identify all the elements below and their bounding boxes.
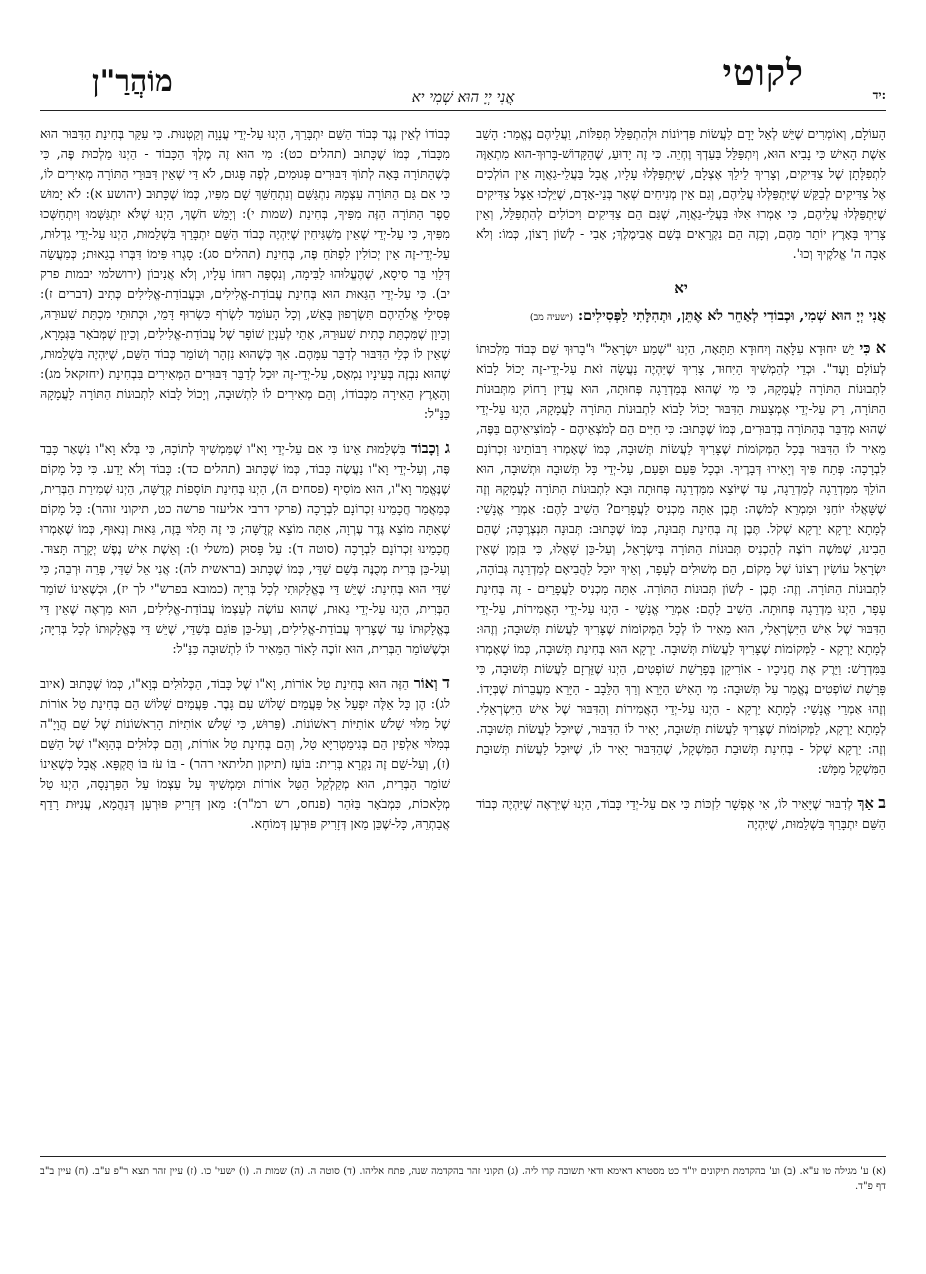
right-column	[476, 124, 886, 1274]
paragraph	[40, 438, 450, 659]
footnote-rule	[40, 1156, 886, 1157]
book-title-left: מוֹהֲרַ"ן	[92, 64, 173, 99]
page-number: יד:	[872, 88, 886, 102]
header-rule	[40, 110, 886, 111]
lead-word: כִּי	[859, 340, 871, 357]
paragraph-letter: א	[875, 338, 886, 357]
paragraph-text: בִּשְׁלֵמוּת אֵינוֹ כִּי אִם עַל-יְדֵי וָא"ו שֶׁמַּמְשִׁיךְ לְתוֹכָהּ, כִּי בְּלֹא וָא"ו נִשְׁאַר כָּבֵד פֶּה, וְעַל-יְדֵי וָא"ו נַעֲשֶׂה כָּבוֹד, כְּמוֹ שֶׁכָּתוּב (תהלים כד): כָּבוֹד וְלֹא יָדַע. כִּי כָּל מָקוֹם שֶׁנֶּאֱמַר וָא"ו, הוּא מוֹסִיף (פסחים ה), הַיְנוּ בְּחִינַת תּוֹסָפוֹת קְדֻשָּׁה, הַיְנוּ שְׁמִירַת הַבְּרִית, כְּמַאֲמַר חֲכָמֵינוּ זִכְרוֹנָם לִבְרָכָה (פרקי דרבי אליעזר פרשה כט, תיקוני זוהר): כָּל מָקוֹם שֶׁאַתָּה מוֹצֵא גֶּדֶר עֶרְוָה, אַתָּה מוֹצֵא קְדֻשָּׁה; כִּי זֶה תָּלוּי בָּזֶה, גַּאוּת וְנִאוּף, כְּמוֹ שֶׁאָמְרוּ חֲכָמֵינוּ זִכְרוֹנָם לִבְרָכָה (סוטה ד): עַל פָּסוּק (משלי ו): וְאֵשֶׁת אִישׁ נֶפֶשׁ יְקָרָה תָּצוּד. וְעַל-כֵּן בְּרִית מְכֻנֶּה בְּשֵׁם שַׁדַּי, כְּמוֹ שֶׁכָּתוּב (בראשית לה): אֲנִי אֵל שַׁדַּי, פְּרֵה וּרְבֵה; כִּי שַׁדַּי הוּא בְּחִינַת: שֶׁיֵּשׁ דַּי בֶּאֱלָקוּתִי לְכָל בְּרִיָּה (כמובא בפרש"י לך יז), וּכְשֶׁאֵינוֹ שׁוֹמֵר הַבְּרִית, הַיְנוּ עַל-יְדֵי גַאוּת, שֶׁהוּא עוֹשֶׂה לְעַצְמוֹ עֲבוֹדַת-אֱלִילִים, הוּא מַרְאֶה שֶׁאֵין דַּי בֶּאֱלָקוּתוֹ עַד שֶׁצָּרִיךְ עֲבוֹדַת-אֱלִילִים, וְעַל-כֵּן פּוֹגֵם בְּשַׁדַּי, שֶׁיֵּשׁ דַּי בֶּאֱלָקוּתוֹ לְכָל בְּרִיָּה; וּכְשֶׁשּׁוֹמֵר הַבְּרִית, הוּא זוֹכֶה לָאוֹר הַמֵּאִיר לוֹ לִתְשׁוּבָה כַּנַּ"ל:	[40, 441, 450, 656]
paragraph: כְּבוֹדוֹ לְאֵין נֶגֶד כְּבוֹד הַשֵּׁם יִתְבָּרַךְ, הַיְנוּ עַל-יְדֵי עֲנָוָה וְקַטְנוּת. כִּי עִקַּר בְּחִינַת הַדִּבּוּר הוּא מִכָּבוֹד, כְּמוֹ שֶׁכָּתוּב (תהלים כט): מִי הוּא זֶה מֶלֶךְ הַכָּבוֹד - הַיְנוּ מַלְכוּת פֶּה, כִּי כְּשֶׁהַתּוֹרָה בָּאָה לְתוֹךְ דִּבּוּרִים פְּגוּמִים, לְפֶה פָּגוּם, לֹא דַּי שֶׁאֵין דִּבּוּרֵי הַתּוֹרָה מְאִירִים לוֹ, כִּי אִם גַּם הַתּוֹרָה עַצְמָהּ נִתְגַּשֵּׁם וְנִתְחַשֵּׁךְ שָׁם מִפִּיו, כְּמוֹ שֶׁכָּתוּב (יהושע א): לֹא יָמוּשׁ סֵפֶר הַתּוֹרָה הַזֶּה מִפִּיךָ, בְּחִינַת (שמות י): וְיָמֵשׁ חֹשֶׁךְ, הַיְנוּ שֶׁלֹּא יִתְגַּשְּׁמוּ וְיִתְחַשְּׁכוּ מִפִּיךָ, כִּי עַל-יְדֵי שֶׁאֵין מַשְׁגִּיחִין שֶׁיִּהְיֶה כְּבוֹד הַשֵּׁם יִתְבָּרַךְ בִּשְׁלֵמוּת, הַיְנוּ עַל-יְדֵי גַדְלוּת, עַל-יְדֵי-זֶה אֵין יְכוֹלִין לִפְתֹּחַ פֶּה, בְּחִינַת (תהלים סג): סָגְרוּ פִּימוֹ דִּבְּרוּ בְגֵאוּת; כְּמַעֲשֵׂה דְּלֵוִי בַּר סִיסָא, שֶׁהֶעֱלוּהוּ לַבִּימָה, וְנִסְפָּה רוּחוֹ עָלָיו, וְלֹא אֲנִיבוֹן (ירושלמי יבמות פרק יב). כִּי עַל-יְדֵי הַגַּאוּת הוּא בְּחִינַת עֲבוֹדַת-אֱלִילִים, וּבַעֲבוֹדַת-אֱלִילִים כְּתִיב (דברים ז): פְּסִילֵי אֱלֹהֵיהֶם תִּשְׂרְפוּן בָּאֵשׁ, וְכָל הָעוֹמֵד לִשְׂרֹף כִּשְׂרוּף דָּמֵי, וּכְתוּתֵי מִכְתַּת שִׁעוּרֵהּ, וְכֵיוָן שֶׁמִּכְתַּת כְּתִית שִׁעוּרֵהּ, אָתֵי לְעִנְיַן שׁוֹפָר שֶׁל עֲבוֹדַת-אֱלִילִים, וְכֵיוָן שֶׁמְּבֹאָר בַּגְּמָרָא, שֶׁאֵין לוֹ כְּלֵי הַדִּבּוּר לְדַבֵּר עִמָּהֶם. אַךְ כְּשֶׁהוּא נִזְהָר וְשׁוֹמֵר כְּבוֹד הַשֵּׁם, שֶׁיִּהְיֶה בִּשְׁלֵמוּת, שֶׁהוּא נִבְזֶה בְּעֵינָיו נִמְאָס, עַל-יְדֵי-זֶה יוּכַל לְדַבֵּר דִּבּוּרִים הַמְּאִירִים בִּבְחִינַת (יחזקאל מג): וְהָאָרֶץ הֵאִירָה מִכְּבוֹדוֹ, וְהֵם מְאִירִים לוֹ לִתְשׁוּבָה, וְיָכוֹל לָבוֹא לִתְבוּנוֹת הַתּוֹרָה לָעֲמָקָהּ כַּנַּ"ל:	[40, 126, 450, 421]
lead-word: וְאוֹר	[413, 675, 438, 692]
paragraph-text: יֵשׁ יִחוּדָא עִלָּאָה וְיִחוּדָא תַּתָּאָה, הַיְנוּ "שְׁמַע יִשְׂרָאֵל" וּ"בָרוּךְ שֵׁם כְּבוֹד מַלְכוּתוֹ לְעוֹלָם וָעֶד". וּכְדֵי לְהַמְשִׁיךְ הַיִּחוּד, צָרִיךְ שֶׁיִּהְיֶה נַעֲשָׂה זֹאת עַל-יְדֵי-זֶה יָכוֹל לָבוֹא לִתְבוּנוֹת הַתּוֹרָה לָעֲמָקָהּ, כִּי מִי שֶׁהוּא בְּמַדְרֵגָה פְּחוּתָה, הוּא עֲדַיִן רָחוֹק מִתְּבוּנוֹת הַתּוֹרָה, רַק עַל-יְדֵי אֶמְצָעוּת הַדִּבּוּר יָכוֹל לָבוֹא לִתְבוּנוֹת הַתּוֹרָה לָעֲמָקָהּ, הַיְנוּ עַל-יְדֵי שֶׁהוּא מְדַבֵּר בְּהַתּוֹרָה בְּדִבּוּרִים, כְּמוֹ שֶׁכָּתוּב: כִּי חַיִּים הֵם לְמֹצְאֵיהֶם - לְמוֹצִיאֵיהֶם בַּפֶּה, מֵאִיר לוֹ הַדִּבּוּר בְּכָל הַמְּקוֹמוֹת שֶׁצָּרִיךְ לַעֲשׂוֹת תְּשׁוּבָה, כְּמוֹ שֶׁאָמְרוּ רַבּוֹתֵינוּ זִכְרוֹנָם לִבְרָכָה: פְּתַח פִּיךָ וְיָאִירוּ דְּבָרֶיךָ. וּבְכָל פַּעַם וּפַעַם, עַל-יְדֵי כָּל תְּשׁוּבָה וּתְשׁוּבָה, הוּא הוֹלֵךְ מִמַּדְרֵגָה לְמַדְרֵגָה, עַד שֶׁיּוֹצֵא מִמַּדְרֵגָה פְּחוּתָה וּבָא לִתְבוּנוֹת הַתּוֹרָה לָעֲמָקָהּ וְזֶה שֶׁשָּׁאֲלוּ יוֹחַנִּי וּמַמְרֵא לְמֹשֶׁה: תֶּבֶן אַתָּה מַכְנִיס לַעֲפָרַיִם? הֵשִׁיב לָהֶם: אַמְרֵי אֱנָשֵׁי: לְמָתָא יַרְקָא יַרְקָא שְׁקֹל. תֶּבֶן זֶה בְּחִינַת תְּבוּנָה, כְּמוֹ שֶׁכָּתוּב: תְּבוּנָה תִּנְצְרֶכָּה; שֶׁהֵם הֵבִינוּ, שֶׁמֹּשֶׁה רוֹצֶה לְהַכְנִיס תְּבוּנוֹת הַתּוֹרָה בְּיִשְׂרָאֵל, וְעַל-כֵּן שָׁאֲלוּ, כִּי בִּזְמַן שֶׁאֵין יִשְׂרָאֵל עוֹשִׂין רְצוֹנוֹ שֶׁל מָקוֹם, הֵם מְשׁוּלִים לְעָפָר, וְאֵיךְ יוּכַל לַהֲבִיאָם לְמַדְרֵגָה גְּבוֹהָה, לִתְבוּנוֹת הַתּוֹרָה. וְזֶה: תֶּבֶן - לְשׁוֹן תְּבוּנוֹת הַתּוֹרָה. אַתָּה מַכְנִיס לַעֲפָרַיִם - זֶה בְּחִינַת עָפָר, הַיְנוּ מַדְרֵגָה פְּחוּתָה. הֵשִׁיב לָהֶם: אַמְרֵי אֱנָשֵׁי - הַיְנוּ עַל-יְדֵי הָאֲמִירוֹת, עַל-יְדֵי הַדִּבּוּר שֶׁל אִישׁ הַיִּשְׂרְאֵלִי, הוּא מֵאִיר לוֹ לְכָל הַמְּקוֹמוֹת שֶׁצָּרִיךְ לַעֲשׂוֹת תְּשׁוּבָה; וְזֶהוּ: לְמָתָא יַרְקָא - לַמְּקוֹמוֹת שֶׁצָּרִיךְ לַעֲשׂוֹת תְּשׁוּבָה. יַרְקָא הוּא בְּחִינַת תְּשׁוּבָה, כְּמוֹ שֶׁאָמְרוּ בַּמִּדְרָשׁ: וַיֵּרֶק אֶת חֲנִיכָיו - אוֹרִיקָן בְּפָרָשַׁת שׁוֹפְטִים, הַיְנוּ שֶׁזֵּרְזָם לַעֲשׂוֹת תְּשׁוּבָה, כִּי פָּרָשַׁת שׁוֹפְטִים נֶאֱמַר עַל תְּשׁוּבָה: מִי הָאִישׁ הַיָּרֵא וְרַךְ הַלֵּבָב - הַיָּרֵא מֵעֲבֵרוֹת שֶׁבְּיָדוֹ. וְזֶהוּ אַמְרֵי אֱנָשֵׁי: לְמָתָא יַרְקָא - הַיְנוּ עַל-יְדֵי הָאֲמִירוֹת וְהַדִּבּוּר שֶׁל אִישׁ הַיִּשְׂרְאֵלִי. לְמָתָא יַרְקָא, לַמְּקוֹמוֹת שֶׁצָּרִיךְ לַעֲשׂוֹת תְּשׁוּבָה, יָאִיר לוֹ הַדִּבּוּר, שֶׁיּוּכַל לַעֲשׂוֹת תְּשׁוּבָה. וְזֶה: יַרְקָא שְׁקֹל - בְּחִינַת תְּשׁוּבַת הַמִּשְׁקָל, שֶׁהַדִּבּוּר יָאִיר לוֹ, שֶׁיּוּכַל לַעֲשׂוֹת תְּשׁוּבַת הַמִּשְׁקָל מַמָּשׁ:	[476, 341, 886, 776]
footnotes: (א) ע' מגילה טו ע"א. (ב) וע' בהקדמת תיקונים יו"ד כט מסטרא דאימא ודאי תשובה קרו ליה. (ג) תקוני זהר בהקדמה שנה, פתח אליהו. (ד) סוטה ה. (ה) שמות ה. (ו) ישעי' כו. (ז) עיין זהר תצא ר"פ ע"ב. (ח) עיין ב"ב דף פ"ד.	[40, 1166, 886, 1192]
paragraph-text: הַזֶּה הוּא בְּחִינַת טַל אוֹרוֹת, וָא"ו שֶׁל כָּבוֹד, הַכְּלוּלִים בְּוָא"ו, כְּמוֹ שֶׁכָּתוּב (איוב לג): הֶן כָּל אֵלֶּה יִפְעַל אֵל פַּעֲמַיִם שָׁלוֹשׁ עִם גָּבֶר. פַּעֲמַיִם שָׁלוֹשׁ הֵם בְּחִינַת טַל אוֹרוֹת שֶׁל מִלּוּי שָׁלֹשׁ אוֹתִיּוֹת רִאשׁוֹנוֹת. (פֵּרוּשׁ, כִּי שָׁלֹשׁ אוֹתִיּוֹת הָרִאשׁוֹנוֹת שֶׁל שֵׁם הֲוָיָ"ה בְּמִלּוּי אַלְפִין הֵם בְּגִימַטְרִיָּא טַל, וְהֵם בְּחִינַת טַל אוֹרוֹת, וְהֵם כְּלוּלִים בְּהַוָּא"ו שֶׁל הַשֵּׁם (ז), וְעַל-שֵׁם זֶה נִקְרָא בְּרִית: בּוֹעַז (תיקון תליתאי רהר) - בּוֹ עֹז בּוֹ תֻּקְפָּא. אֲבָל כְּשֶׁאֵינוֹ שׁוֹמֵר הַבְּרִית, הוּא מְקַלְקֵל הַטַּל אוֹרוֹת וּמַמְשִׁיךְ עַל עַצְמוֹ עַל הַפַּרְנָסָה, הַיְנוּ טַל מְלָאכוֹת, כִּמְבֹאָר בַּזֹּהַר (פנחס, רש רמ"ר): מַאן דְּזָרִיק פּוּרְעָן דְּנַהֲמָא, עֲנִיּוּת רָדֵף אֲבַתְרֵהּ, כָּל-שֶׁכֵּן מַאן דְּזָרִיק פּוּרְעָן דְּמוֹחָא.	[40, 676, 450, 831]
section-number: יא	[674, 279, 688, 297]
verse-text: אֲנִי יְיָ הוּא שְׁמִי, וּכְבוֹדִי לְאַחֵר לֹא אֶתֵּן, וּתְהִלָּתִי לַפְּסִילִים:	[577, 308, 886, 324]
page-header	[40, 52, 886, 110]
paragraph-letter: ד	[442, 673, 450, 692]
running-head: אֲנִי יְיָ הוּא שְׁמִי יא	[411, 88, 515, 106]
book-title-right: לקוטי	[722, 52, 804, 94]
paragraph	[40, 673, 450, 834]
lead-word: וְכָבוֹד	[410, 440, 440, 457]
paragraph-letter: ג	[444, 438, 450, 457]
verse-source: (ישעיה מב)	[529, 312, 574, 323]
paragraph	[476, 793, 886, 834]
verse-heading	[476, 306, 886, 328]
left-column	[40, 124, 450, 1274]
lead-word: אַךְ	[857, 795, 874, 812]
paragraph-text: לְדִבּוּר שֶׁיָּאִיר לוֹ, אִי אֶפְשָׁר לִזְכּוֹת כִּי אִם עַל-יְדֵי כָּבוֹד, הַיְנוּ שֶׁיִּרְאֶה שֶׁיִּהְיֶה כְּבוֹד הַשֵּׁם יִתְבָּרַךְ בִּשְׁלֵמוּת, שֶׁיִּהְיֶה	[476, 796, 886, 831]
paragraph: הָעוֹלָם, וְאוֹמְרִים שֶׁיֵּשׁ לְאֵל יָדָם לַעֲשׂוֹת פִּדְיוֹנוֹת וּלְהִתְפַּלֵּל תְּפִלּוֹת, וַעֲלֵיהֶם נֶאֱמַר: הָשֵׁב אֵשֶׁת הָאִישׁ כִּי נָבִיא הוּא, וְיִתְפַּלֵּל בַּעַדְךָ וֶחְיֵה. כִּי זֶה יָדוּעַ, שֶׁהַקָּדוֹשׁ-בָּרוּךְ-הוּא מִתְאַוֶּה לִתְפִלָּתָן שֶׁל צַדִּיקִים, וְצָרִיךְ לֵילֵךְ אֶצְלָם, שֶׁיִּתְפַּלְּלוּ עָלָיו, אֲבָל בַּעֲלֵי-גַאֲוָה אֵין הוֹלְכִים אֶל צַדִּיקִים לְבַקֵּשׁ שֶׁיִּתְפַּלְּלוּ עֲלֵיהֶם, וְגַם אֵין מְנִיחִים שְׁאָר בְּנֵי-אָדָם, שֶׁיֵּלְכוּ אֵצֶל צַדִּיקִים שֶׁיִּתְפַּלְּלוּ עֲלֵיהֶם, כִּי אָמְרוּ אִלּוּ בַּעֲלֵי-גַאֲוָה, שֶׁגַּם הֵם צַדִּיקִים וִיכוֹלִים לְהִתְפַּלֵּל, וְאֵין צָרִיךְ בָּאָרֶץ יוֹתֵר מֵהֶם, וְכָזֶה הֵם נִקְרָאִים בְּשֵׁם אֲבִימֶלֶךְ; אָבִי - לְשׁוֹן רָצוֹן, כְּמוֹ: וְלֹא אָבָה ה' אֱלֹקֶיךָ וְכוּ'.	[476, 126, 886, 261]
paragraph-letter: ב	[878, 793, 886, 812]
paragraph	[476, 338, 886, 779]
